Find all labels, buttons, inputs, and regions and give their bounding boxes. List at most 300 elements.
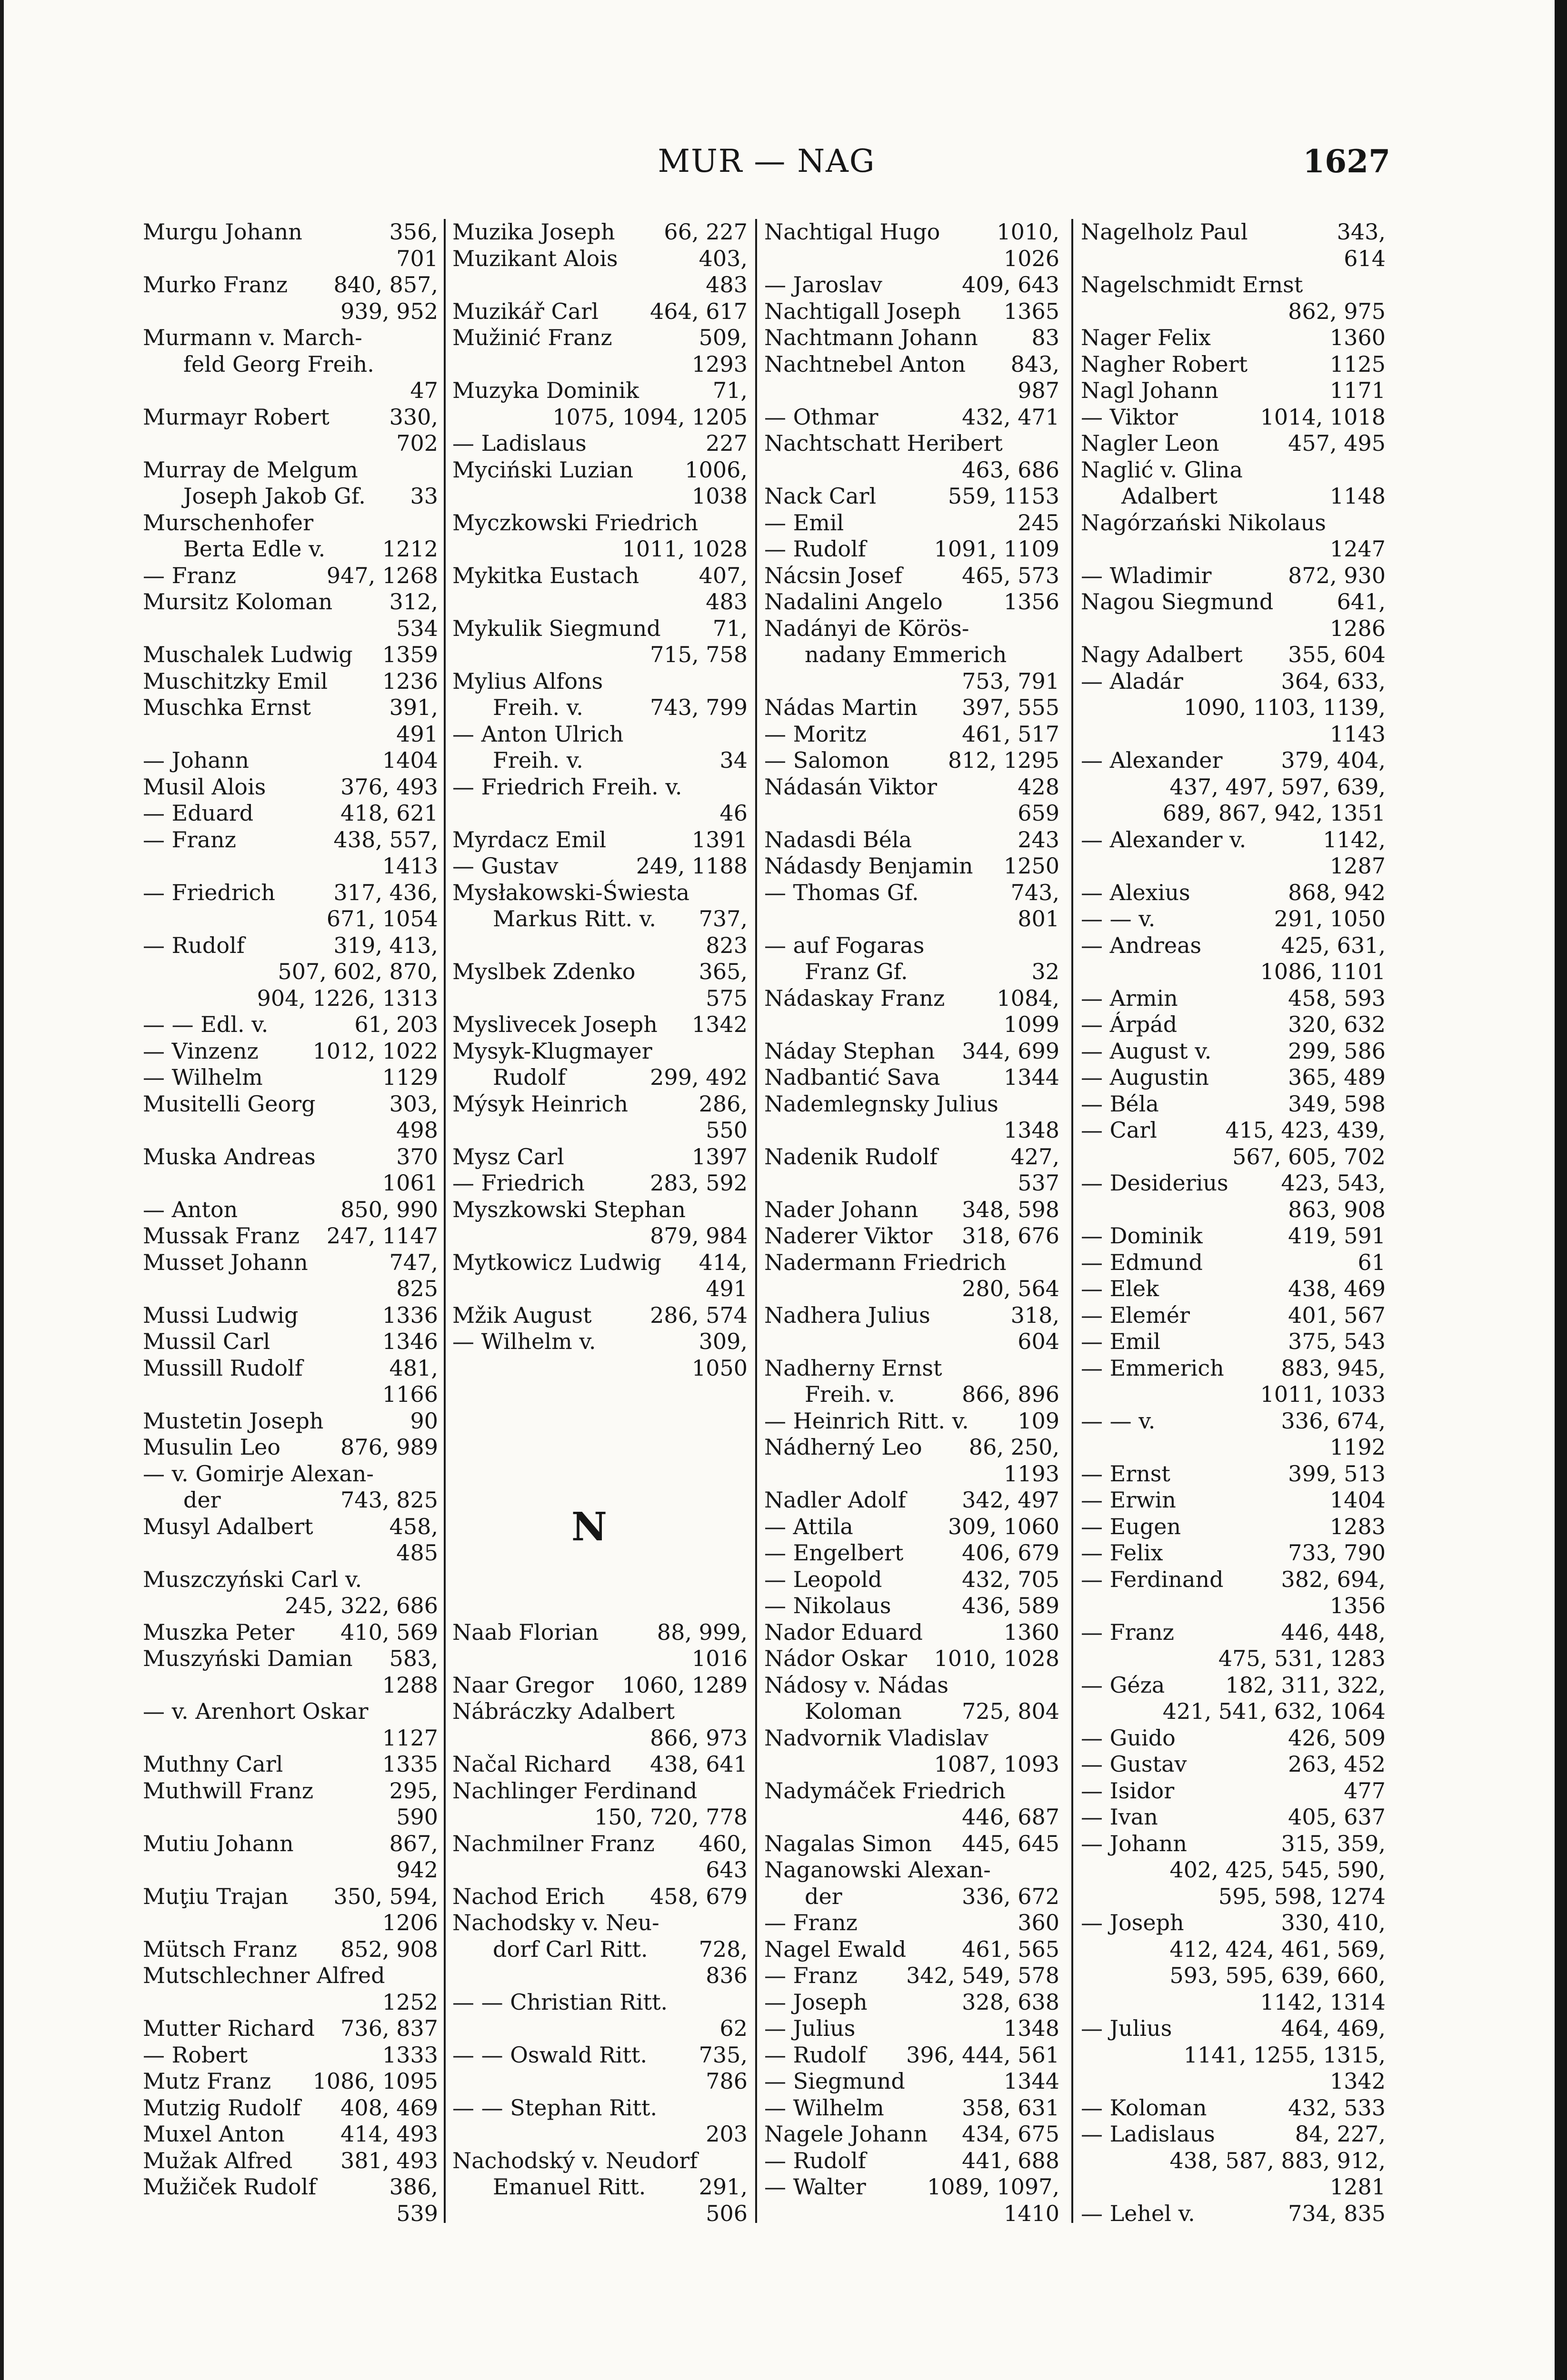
- entry-name: Mytkowicz Ludwig: [452, 1249, 661, 1275]
- entry-page-refs: 349, 598: [1288, 1091, 1386, 1117]
- index-entry: [452, 246, 748, 272]
- entry-page-refs: 61, 203: [354, 1012, 438, 1037]
- entry-page-refs: 1250: [1003, 853, 1059, 879]
- entry-page-refs: 1086, 1095: [312, 2068, 438, 2094]
- entry-page-refs: 402, 425, 545, 590,: [1169, 1857, 1386, 1883]
- index-entry: [452, 1434, 748, 1461]
- index-entry: [764, 1857, 1059, 1884]
- index-entry: [452, 827, 748, 853]
- entry-page-refs: 418, 621: [340, 800, 438, 826]
- index-entry: [143, 1144, 438, 1170]
- entry-name: Nácsin Josef: [764, 562, 902, 588]
- entry-page-refs: 461, 517: [962, 721, 1059, 747]
- index-entry: [143, 1619, 438, 1646]
- entry-page-refs: 1360: [1003, 1619, 1059, 1645]
- entry-name: — Rudolf: [764, 2042, 866, 2068]
- index-entry: [1081, 1117, 1386, 1144]
- index-entry: [143, 404, 438, 431]
- entry-name: — Rudolf: [764, 2147, 866, 2173]
- entry-name: — v. Gomirje Alexan-: [143, 1460, 374, 1487]
- entry-page-refs: 550: [706, 1117, 748, 1143]
- index-entry: [452, 1698, 748, 1725]
- entry-page-refs: 1283: [1329, 1513, 1386, 1539]
- index-entry: [452, 1910, 748, 1936]
- entry-page-refs: 386,: [389, 2174, 438, 2200]
- entry-name: Nábráczky Adalbert: [452, 1698, 675, 1724]
- entry-page-refs: 537: [1018, 1170, 1059, 1196]
- index-entry: [1081, 2042, 1386, 2069]
- index-entry: [452, 1778, 748, 1805]
- entry-page-refs: 309, 1060: [948, 1513, 1059, 1539]
- entry-name: — Friedrich: [143, 879, 275, 905]
- entry-page-refs: 446, 448,: [1281, 1619, 1386, 1645]
- index-entry: [452, 721, 748, 748]
- entry-page-refs: 461, 565: [962, 1936, 1059, 1962]
- entry-name: — Alexius: [1081, 879, 1190, 905]
- index-entry: [1081, 2068, 1386, 2095]
- entry-name: — Erwin: [1081, 1487, 1176, 1513]
- index-entry: [452, 880, 748, 906]
- entry-page-refs: 643: [706, 1857, 748, 1883]
- entry-name: — Géza: [1081, 1672, 1165, 1698]
- index-entry: [143, 1725, 438, 1752]
- entry-name: Freih. v.: [493, 694, 583, 720]
- index-entry: [452, 1144, 748, 1170]
- entry-page-refs: 438, 641: [650, 1751, 748, 1777]
- entry-name: Freih. v.: [493, 747, 583, 773]
- entry-name: — Emil: [1081, 1329, 1161, 1354]
- entry-page-refs: 1050: [691, 1355, 748, 1381]
- index-entry: [143, 800, 438, 827]
- index-entry: [1081, 932, 1386, 959]
- index-entry: [764, 1804, 1059, 1831]
- index-entry: [1081, 668, 1386, 695]
- index-entry: [764, 1170, 1059, 1197]
- index-entry: [143, 1329, 438, 1355]
- entry-page-refs: 743, 825: [340, 1487, 438, 1513]
- index-entry: [1081, 1698, 1386, 1725]
- entry-name: — August v.: [1081, 1038, 1212, 1064]
- entry-page-refs: 1010,: [997, 219, 1059, 245]
- entry-page-refs: 539: [396, 2200, 438, 2226]
- entry-page-refs: 365,: [699, 959, 748, 984]
- entry-page-refs: 852, 908: [340, 1936, 438, 1962]
- index-entry: [764, 721, 1059, 748]
- entry-name: Nachtnebel Anton: [764, 351, 966, 377]
- index-entry: [143, 1593, 438, 1619]
- entry-page-refs: 868, 942: [1288, 879, 1386, 905]
- entry-name: — Felix: [1081, 1540, 1163, 1566]
- entry-page-refs: 509,: [699, 325, 748, 350]
- index-entry: [452, 1117, 748, 1144]
- entry-page-refs: 360: [1018, 1910, 1059, 1935]
- index-entry: [764, 563, 1059, 589]
- index-entry: [143, 377, 438, 404]
- index-entry: [452, 1619, 748, 1646]
- index-entry: [764, 589, 1059, 615]
- entry-page-refs: 437, 497, 597, 639,: [1169, 774, 1386, 800]
- entry-name: Muzikant Alois: [452, 245, 618, 271]
- index-entry: [143, 1434, 438, 1461]
- index-entry: [1081, 1804, 1386, 1831]
- index-entry: [764, 827, 1059, 853]
- entry-page-refs: 590: [396, 1804, 438, 1830]
- entry-name: Mýsyk Heinrich: [452, 1091, 628, 1117]
- entry-page-refs: 1359: [382, 642, 438, 667]
- entry-page-refs: 1099: [1003, 1012, 1059, 1037]
- index-entry: [452, 1857, 748, 1884]
- entry-name: — Franz: [143, 562, 236, 588]
- index-entry: [764, 1593, 1059, 1619]
- entry-page-refs: 1038: [691, 483, 748, 509]
- entry-name: — Robert: [143, 2042, 248, 2068]
- entry-name: — Walter: [764, 2174, 866, 2200]
- entry-name: Nadvornik Vladislav: [764, 1725, 988, 1751]
- index-entry: [452, 2015, 748, 2042]
- entry-page-refs: 414, 493: [340, 2121, 438, 2147]
- entry-page-refs: 1356: [1329, 1593, 1386, 1618]
- entry-name: Mužiček Rudolf: [143, 2174, 317, 2200]
- index-entry: [764, 298, 1059, 325]
- index-entry: [764, 325, 1059, 351]
- entry-name: — Wilhelm: [764, 2094, 884, 2121]
- index-entry: [143, 536, 438, 563]
- entry-name: Myczkowski Friedrich: [452, 509, 699, 536]
- entry-page-refs: 1086, 1101: [1260, 959, 1386, 984]
- entry-page-refs: 1061: [382, 1170, 438, 1196]
- entry-name: — — Edl. v.: [143, 1012, 269, 1037]
- index-entry: [764, 272, 1059, 298]
- index-entry: [452, 457, 748, 484]
- index-entry: [452, 1197, 748, 1223]
- entry-name: Nador Eduard: [764, 1619, 923, 1645]
- entry-page-refs: 227: [706, 430, 748, 456]
- index-entry: [452, 642, 748, 668]
- entry-page-refs: 406, 679: [962, 1540, 1059, 1566]
- index-entry: [764, 747, 1059, 774]
- entry-name: — Alexander v.: [1081, 826, 1247, 853]
- index-entry: [1081, 219, 1386, 246]
- entry-page-refs: 336, 672: [962, 1883, 1059, 1909]
- entry-name: — — Oswald Ritt.: [452, 2042, 648, 2068]
- entry-name: Nachtschatt Heribert: [764, 430, 1003, 456]
- index-entry: [452, 1408, 748, 1435]
- entry-page-refs: 987: [1018, 377, 1059, 403]
- index-entry: [143, 1197, 438, 1223]
- entry-page-refs: 407,: [699, 562, 748, 588]
- entry-name: Murgu Johann: [143, 219, 302, 245]
- entry-page-refs: 575: [706, 985, 748, 1011]
- entry-page-refs: 365, 489: [1288, 1064, 1386, 1090]
- entry-page-refs: 330,: [389, 404, 438, 430]
- entry-name: — Elek: [1081, 1276, 1159, 1301]
- entry-name: Nachodsky v. Neu-: [452, 1910, 659, 1935]
- entry-page-refs: 947, 1268: [326, 562, 438, 588]
- entry-page-refs: 438, 587, 883, 912,: [1169, 2147, 1386, 2173]
- index-entry: [764, 1064, 1059, 1091]
- entry-page-refs: 409, 643: [962, 272, 1059, 298]
- page-edge-left: [0, 0, 4, 2380]
- entry-page-refs: 34: [719, 747, 748, 773]
- page-header: [143, 143, 1390, 186]
- entry-page-refs: 315, 359,: [1281, 1830, 1386, 1856]
- entry-page-refs: 1060, 1289: [622, 1672, 748, 1698]
- index-entry: [764, 1038, 1059, 1065]
- entry-name: Nagele Johann: [764, 2121, 928, 2147]
- index-entry: [143, 1408, 438, 1435]
- index-entry: [143, 1461, 438, 1488]
- entry-name: Mysłakowski-Świesta: [452, 879, 690, 905]
- index-entry: [1081, 1646, 1386, 1672]
- index-entry: [1081, 985, 1386, 1012]
- entry-page-refs: 614: [1344, 245, 1386, 271]
- index-entry: [764, 932, 1059, 959]
- index-entry: [452, 985, 748, 1012]
- index-entry: [143, 1989, 438, 2016]
- entry-page-refs: 350, 594,: [333, 1883, 438, 1909]
- entry-page-refs: 375, 543: [1288, 1329, 1386, 1354]
- entry-name: — Alexander: [1081, 747, 1223, 773]
- entry-page-refs: 299, 492: [650, 1064, 748, 1090]
- entry-name: Naab Florian: [452, 1619, 599, 1645]
- index-entry: [1081, 325, 1386, 351]
- index-entry: [143, 589, 438, 615]
- entry-page-refs: 866, 896: [962, 1381, 1059, 1407]
- index-entry: [452, 1250, 748, 1276]
- entry-name: Nachod Erich: [452, 1883, 605, 1909]
- entry-page-refs: 1404: [382, 747, 438, 773]
- entry-page-refs: 291, 1050: [1274, 906, 1386, 932]
- entry-page-refs: 867,: [389, 1830, 438, 1856]
- index-entry: [764, 246, 1059, 272]
- index-entry: [143, 959, 438, 985]
- entry-page-refs: 84, 227,: [1295, 2121, 1386, 2147]
- entry-name: Náday Stephan: [764, 1038, 935, 1064]
- entry-name: Načal Richard: [452, 1751, 611, 1777]
- index-entry: [143, 985, 438, 1012]
- index-entry: [1081, 1672, 1386, 1699]
- index-entry: [143, 1804, 438, 1831]
- entry-page-refs: 1193: [1003, 1460, 1059, 1487]
- index-entry: [764, 1514, 1059, 1540]
- index-entry: [764, 985, 1059, 1012]
- entry-page-refs: 491: [706, 1276, 748, 1301]
- entry-name: Myszkowski Stephan: [452, 1196, 686, 1222]
- index-entry: [764, 1250, 1059, 1276]
- index-entry: [452, 1963, 748, 1989]
- index-entry: [143, 351, 438, 378]
- index-entry: [764, 694, 1059, 721]
- entry-page-refs: 458, 679: [650, 1883, 748, 1909]
- entry-name: Mütsch Franz: [143, 1936, 298, 1962]
- entry-name: — Nikolaus: [764, 1593, 891, 1618]
- index-column-3: [764, 219, 1059, 2227]
- index-entry: [764, 404, 1059, 431]
- index-entry: [1081, 1619, 1386, 1646]
- index-entry: [143, 2095, 438, 2122]
- index-entry: [143, 1223, 438, 1250]
- entry-name: — Rudolf: [143, 932, 245, 958]
- entry-page-refs: 786: [706, 2068, 748, 2094]
- entry-name: — Leopold: [764, 1566, 882, 1592]
- entry-page-refs: 419, 591: [1288, 1223, 1386, 1249]
- entry-page-refs: 534: [396, 615, 438, 641]
- entry-name: — Gustav: [452, 853, 559, 879]
- entry-page-refs: 249, 1188: [636, 853, 748, 879]
- index-entry: [143, 747, 438, 774]
- entry-page-refs: 88, 999,: [657, 1619, 748, 1645]
- entry-name: — Wladimir: [1081, 562, 1212, 588]
- index-entry: [764, 1487, 1059, 1514]
- entry-name: Nagl Johann: [1081, 377, 1218, 403]
- entry-name: Nagou Siegmund: [1081, 589, 1274, 615]
- entry-page-refs: 421, 541, 632, 1064: [1162, 1698, 1386, 1724]
- entry-name: — Koloman: [1081, 2094, 1207, 2121]
- entry-page-refs: 506: [706, 2200, 748, 2226]
- index-entry: [764, 1910, 1059, 1936]
- index-entry: [1081, 1170, 1386, 1197]
- index-entry: [143, 1540, 438, 1567]
- entry-name: Nagy Adalbert: [1081, 642, 1243, 667]
- entry-name: Nagelschmidt Ernst: [1081, 272, 1303, 298]
- index-entry: [452, 1751, 748, 1778]
- index-entry: [452, 668, 748, 695]
- entry-name: Nagel Ewald: [764, 1936, 907, 1962]
- entry-page-refs: 303,: [389, 1091, 438, 1117]
- entry-page-refs: 458,: [389, 1513, 438, 1539]
- entry-page-refs: 1166: [382, 1381, 438, 1407]
- entry-name: — Engelbert: [764, 1540, 904, 1566]
- index-entry: [452, 377, 748, 404]
- entry-page-refs: 483: [706, 589, 748, 615]
- index-entry: [764, 880, 1059, 906]
- index-entry: [1081, 906, 1386, 932]
- entry-name: feld Georg Freih.: [183, 351, 374, 377]
- entry-name: Rudolf: [493, 1064, 566, 1090]
- index-entry: [764, 642, 1059, 668]
- entry-name: Nagler Leon: [1081, 430, 1219, 456]
- entry-page-refs: 866, 973: [650, 1725, 748, 1751]
- entry-page-refs: 318,: [1010, 1302, 1059, 1328]
- index-entry: [764, 430, 1059, 457]
- index-entry: [1081, 536, 1386, 563]
- index-entry: [764, 2068, 1059, 2095]
- entry-page-refs: 460,: [699, 1830, 748, 1856]
- entry-name: dorf Carl Ritt.: [493, 1936, 648, 1962]
- entry-page-refs: 1287: [1329, 853, 1386, 879]
- index-entry: [143, 1698, 438, 1725]
- entry-name: — Ivan: [1081, 1804, 1158, 1830]
- entry-page-refs: 343,: [1337, 219, 1386, 245]
- entry-page-refs: 477: [1344, 1777, 1386, 1804]
- entry-page-refs: 812, 1295: [948, 747, 1059, 773]
- entry-name: — Julius: [764, 2015, 856, 2041]
- entry-name: — Johann: [143, 747, 250, 773]
- index-entry: [452, 430, 748, 457]
- index-entry: [764, 2042, 1059, 2069]
- entry-page-refs: 593, 595, 639, 660,: [1169, 1963, 1386, 1988]
- entry-name: — Moritz: [764, 721, 867, 747]
- index-entry: [143, 1276, 438, 1302]
- entry-name: — Elemér: [1081, 1302, 1190, 1328]
- index-entry: [1081, 404, 1386, 431]
- entry-name: Nadherny Ernst: [764, 1355, 942, 1381]
- index-entry: [143, 1567, 438, 1593]
- entry-page-refs: 728,: [699, 1936, 748, 1962]
- entry-page-refs: 1391: [691, 826, 748, 853]
- index-entry: [452, 2042, 748, 2069]
- entry-page-refs: 1342: [1329, 2068, 1386, 2094]
- entry-name: Mussil Carl: [143, 1329, 270, 1354]
- entry-name: Mykitka Eustach: [452, 562, 639, 588]
- entry-name: Nager Felix: [1081, 325, 1211, 350]
- entry-name: Myslbek Zdenko: [452, 959, 636, 984]
- entry-name: Muzika Joseph: [452, 219, 615, 245]
- entry-name: Nadányi de Körös-: [764, 615, 969, 641]
- index-entry: [143, 642, 438, 668]
- entry-name: Nademlegnsky Julius: [764, 1091, 998, 1117]
- entry-name: Koloman: [805, 1698, 902, 1724]
- entry-name: — Augustin: [1081, 1064, 1209, 1090]
- entry-name: — Friedrich Freih. v.: [452, 774, 682, 800]
- index-entry: [1081, 351, 1386, 378]
- entry-name: Mussill Rudolf: [143, 1355, 303, 1381]
- entry-page-refs: 1212: [382, 536, 438, 562]
- index-entry: [452, 2148, 748, 2174]
- index-entry: [764, 774, 1059, 801]
- entry-name: — Gustav: [1081, 1751, 1187, 1777]
- entry-page-refs: 245: [1018, 509, 1059, 536]
- entry-page-refs: 1348: [1003, 2015, 1059, 2041]
- index-entry: [143, 1117, 438, 1144]
- entry-page-refs: 356,: [389, 219, 438, 245]
- index-entry: [452, 1038, 748, 1065]
- entry-page-refs: 836: [706, 1963, 748, 1988]
- entry-page-refs: 1333: [382, 2042, 438, 2068]
- entry-page-refs: 485: [396, 1540, 438, 1566]
- index-entry: [764, 1672, 1059, 1699]
- index-entry: [1081, 2015, 1386, 2042]
- index-entry: [1081, 1012, 1386, 1038]
- entry-page-refs: 342, 497: [962, 1487, 1059, 1513]
- entry-page-refs: 1012, 1022: [312, 1038, 438, 1064]
- entry-page-refs: 1011, 1033: [1260, 1381, 1386, 1407]
- entry-page-refs: 463, 686: [962, 456, 1059, 483]
- index-entry: [764, 668, 1059, 695]
- entry-page-refs: 801: [1018, 906, 1059, 932]
- entry-page-refs: 71,: [712, 377, 748, 403]
- index-entry: [143, 906, 438, 932]
- index-entry: [1081, 1884, 1386, 1910]
- index-entry: [764, 1619, 1059, 1646]
- entry-name: Muska Andreas: [143, 1143, 316, 1170]
- index-entry: [143, 2148, 438, 2174]
- entry-page-refs: 1206: [382, 1910, 438, 1935]
- index-entry: [1081, 880, 1386, 906]
- index-entry: [764, 1434, 1059, 1461]
- index-entry: [143, 483, 438, 510]
- entry-name: — Eduard: [143, 800, 254, 826]
- entry-page-refs: 283, 592: [650, 1170, 748, 1196]
- index-entry: [452, 536, 748, 563]
- page-edge-right: [1555, 0, 1567, 2380]
- entry-page-refs: 83: [1031, 325, 1059, 350]
- entry-page-refs: 336, 674,: [1281, 1408, 1386, 1434]
- entry-name: Nadbantić Sava: [764, 1064, 940, 1090]
- entry-page-refs: 689, 867, 942, 1351: [1162, 800, 1386, 826]
- index-entry: [764, 853, 1059, 880]
- index-entry: [143, 1012, 438, 1038]
